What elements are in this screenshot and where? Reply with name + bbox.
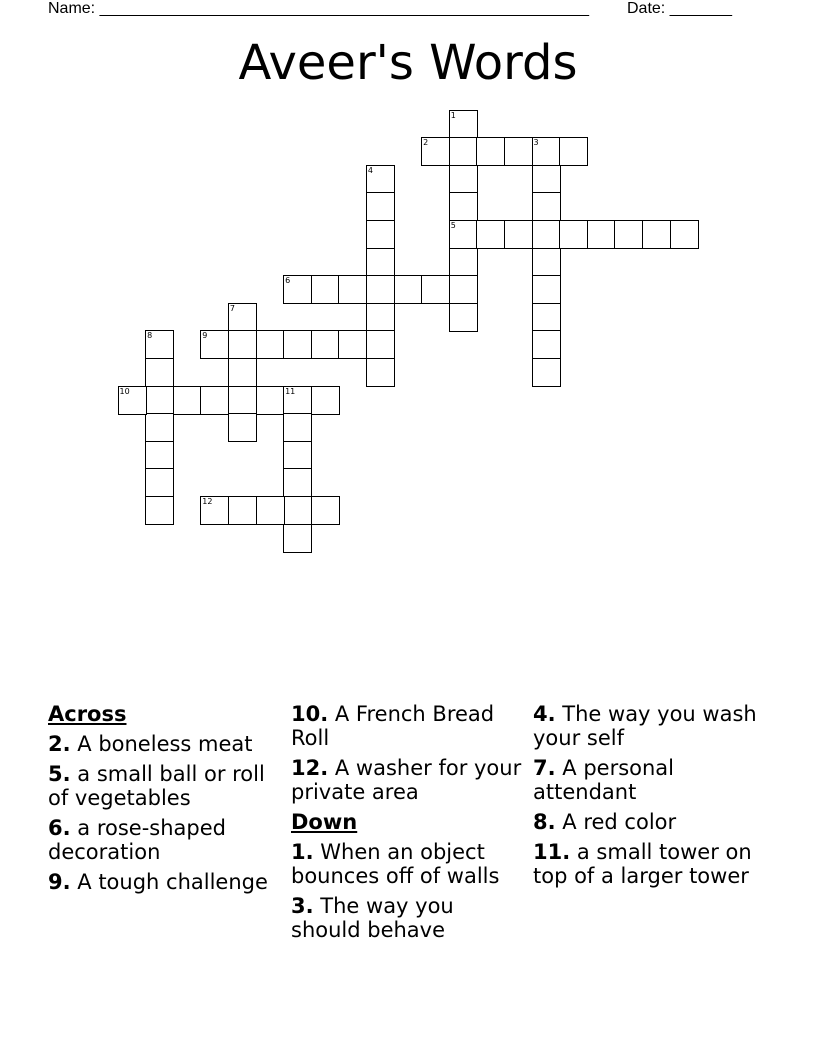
grid-cell[interactable] <box>532 330 561 359</box>
grid-cell[interactable] <box>532 275 561 304</box>
grid-cell[interactable] <box>449 248 478 277</box>
grid-cell[interactable] <box>532 248 561 277</box>
grid-cell[interactable] <box>283 496 312 525</box>
cell-number: 8 <box>147 331 153 341</box>
clue-text: A French Bread Roll <box>291 702 495 750</box>
grid-cell[interactable] <box>366 358 395 387</box>
grid-cell[interactable] <box>504 137 533 166</box>
clue-item <box>48 870 286 894</box>
cell-number: 10 <box>119 386 130 396</box>
grid-cell[interactable] <box>449 192 478 221</box>
grid-cell[interactable] <box>449 220 478 249</box>
clue-text: When an object bounces off of walls <box>291 840 500 888</box>
clue-text: a small tower on top of a larger tower <box>533 840 752 888</box>
grid-cell[interactable] <box>145 386 174 415</box>
clue-item <box>533 756 771 804</box>
clue-text: A tough challenge <box>77 870 268 894</box>
grid-cell[interactable] <box>173 386 202 415</box>
clue-text: a rose-shaped decoration <box>48 816 226 864</box>
grid-cell[interactable] <box>145 468 174 497</box>
grid-cell[interactable] <box>504 220 533 249</box>
grid-cell[interactable] <box>283 275 312 304</box>
clue-item <box>533 840 771 888</box>
grid-cell[interactable] <box>283 386 312 415</box>
grid-cell[interactable] <box>449 303 478 332</box>
grid-cell[interactable] <box>366 330 395 359</box>
clue-column-3 <box>533 702 771 894</box>
grid-cell[interactable] <box>532 303 561 332</box>
grid-cell[interactable] <box>256 496 285 525</box>
grid-cell[interactable] <box>311 386 340 415</box>
clue-text: The way you should behave <box>291 894 454 942</box>
grid-cell[interactable] <box>421 137 450 166</box>
grid-cell[interactable] <box>449 165 478 194</box>
grid-cell[interactable] <box>200 386 229 415</box>
grid-cell[interactable] <box>476 220 505 249</box>
grid-cell[interactable] <box>670 220 699 249</box>
grid-cell[interactable] <box>642 220 671 249</box>
grid-cell[interactable] <box>366 303 395 332</box>
clue-item <box>291 840 529 888</box>
clue-text: a small ball or roll of vegetables <box>48 762 265 810</box>
grid-cell[interactable] <box>228 303 257 332</box>
grid-cell[interactable] <box>366 192 395 221</box>
grid-cell[interactable] <box>283 524 312 553</box>
grid-cell[interactable] <box>228 413 257 442</box>
grid-cell[interactable] <box>283 413 312 442</box>
clue-text: A washer for your private area <box>291 756 522 804</box>
name-field-label: Name: _______________________________________________________ <box>48 0 589 17</box>
clue-item <box>533 810 771 834</box>
clue-number: 3. <box>291 894 314 918</box>
clue-number: 10. <box>291 702 329 726</box>
cell-number: 9 <box>202 331 208 341</box>
cell-number: 11 <box>285 386 296 396</box>
grid-cell[interactable] <box>283 441 312 470</box>
grid-cell[interactable] <box>311 275 340 304</box>
grid-cell[interactable] <box>532 192 561 221</box>
cell-number: 2 <box>423 138 429 148</box>
grid-cell[interactable] <box>449 137 478 166</box>
grid-cell[interactable] <box>200 496 229 525</box>
grid-cell[interactable] <box>228 330 257 359</box>
clue-item <box>48 762 286 810</box>
cell-number: 7 <box>229 303 235 313</box>
clue-text: The way you wash your self <box>533 702 757 750</box>
grid-cell[interactable] <box>532 220 561 249</box>
grid-cell[interactable] <box>145 496 174 525</box>
grid-cell[interactable] <box>614 220 643 249</box>
clue-item <box>291 894 529 942</box>
page-title: Aveer's Words <box>238 35 578 91</box>
grid-cell[interactable] <box>366 275 395 304</box>
grid-cell[interactable] <box>311 496 340 525</box>
grid-cell[interactable] <box>283 330 312 359</box>
grid-cell[interactable] <box>256 386 285 415</box>
clue-number: 4. <box>533 702 556 726</box>
cell-number: 1 <box>450 110 456 120</box>
clue-number: 2. <box>48 732 71 756</box>
clue-item <box>291 756 529 804</box>
grid-cell[interactable] <box>283 468 312 497</box>
grid-cell[interactable] <box>532 137 561 166</box>
grid-cell[interactable] <box>228 358 257 387</box>
grid-cell[interactable] <box>394 275 423 304</box>
cell-number: 6 <box>285 276 291 286</box>
grid-cell[interactable] <box>476 137 505 166</box>
clue-number: 7. <box>533 756 556 780</box>
clue-item <box>291 702 529 750</box>
grid-cell[interactable] <box>200 330 229 359</box>
grid-cell[interactable] <box>145 358 174 387</box>
grid-cell[interactable] <box>421 275 450 304</box>
clue-number: 12. <box>291 756 329 780</box>
grid-cell[interactable] <box>532 358 561 387</box>
clue-item <box>48 816 286 864</box>
clue-item <box>48 732 286 756</box>
clue-number: 6. <box>48 816 71 840</box>
clue-number: 11. <box>533 840 571 864</box>
grid-cell[interactable] <box>145 413 174 442</box>
grid-cell[interactable] <box>449 110 478 139</box>
grid-cell[interactable] <box>228 496 257 525</box>
grid-cell[interactable] <box>449 275 478 304</box>
clue-column-2 <box>291 702 529 948</box>
grid-cell[interactable] <box>311 330 340 359</box>
grid-cell[interactable] <box>366 165 395 194</box>
grid-cell[interactable] <box>118 386 147 415</box>
clue-text: A boneless meat <box>77 732 253 756</box>
grid-cell[interactable] <box>587 220 616 249</box>
clue-number: 1. <box>291 840 314 864</box>
grid-cell[interactable] <box>145 330 174 359</box>
grid-cell[interactable] <box>559 137 588 166</box>
grid-cell[interactable] <box>366 220 395 249</box>
grid-cell[interactable] <box>256 330 285 359</box>
cell-number: 4 <box>367 165 373 175</box>
grid-cell[interactable] <box>532 165 561 194</box>
cell-number: 5 <box>450 220 456 230</box>
cell-number: 3 <box>533 138 539 148</box>
grid-cell[interactable] <box>338 275 367 304</box>
clue-item <box>533 702 771 750</box>
grid-cell[interactable] <box>559 220 588 249</box>
date-field-label: Date: _______ <box>627 0 732 17</box>
clue-number: 9. <box>48 870 71 894</box>
clue-text: A red color <box>562 810 677 834</box>
grid-cell[interactable] <box>145 441 174 470</box>
grid-cell[interactable] <box>228 386 257 415</box>
clue-column-1 <box>48 702 286 900</box>
clue-number: 8. <box>533 810 556 834</box>
across-heading: Across <box>48 702 127 726</box>
cell-number: 12 <box>202 496 213 506</box>
grid-cell[interactable] <box>366 248 395 277</box>
grid-cell[interactable] <box>338 330 367 359</box>
clue-text: A personal attendant <box>533 756 675 804</box>
down-heading: Down <box>291 810 358 834</box>
clue-number: 5. <box>48 762 71 786</box>
